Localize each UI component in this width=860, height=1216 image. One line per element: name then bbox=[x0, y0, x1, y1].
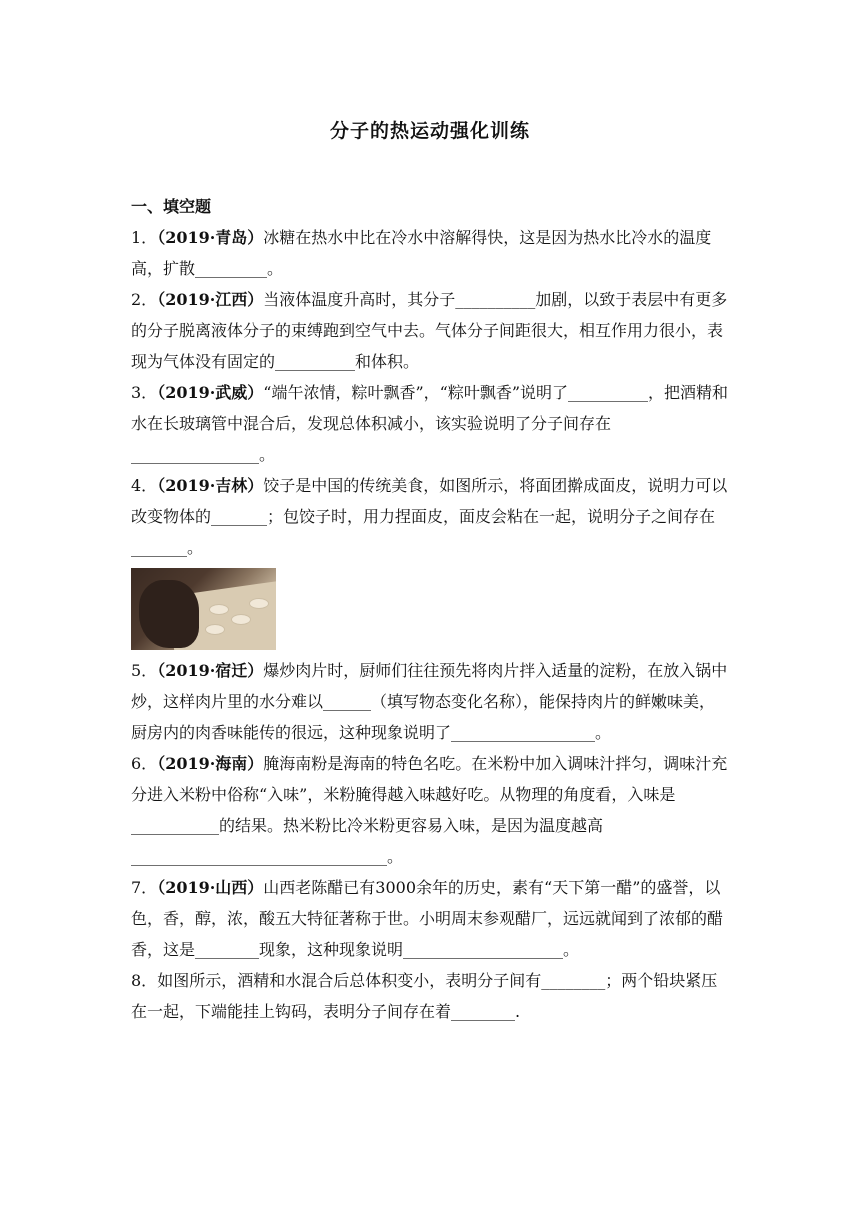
question-text: “端午浓情，粽叶飘香”，“粽叶飘香”说明了__________，把酒精和水在长玻璃管中混合后，发现总体积减小，该实验说明了分子间存在________________。 bbox=[131, 383, 729, 464]
photo-dough bbox=[231, 614, 251, 625]
question-7 bbox=[131, 872, 729, 965]
question-number: 4． bbox=[131, 476, 158, 495]
question-number: 3． bbox=[131, 383, 158, 402]
question-number: 5． bbox=[131, 661, 158, 680]
question-1 bbox=[131, 222, 729, 284]
question-number: 8． bbox=[131, 971, 158, 990]
question-source: （2019·武威） bbox=[157, 383, 264, 402]
question-list bbox=[131, 222, 729, 1027]
photo-dough bbox=[249, 598, 269, 609]
question-text: 当液体温度升高时，其分子__________加剧，以致于表层中有更多的分子脱离液体分子的束缚跑到空气中去。气体分子间距很大，相互作用力很小，表现为气体没有固定的__________和体积。 bbox=[131, 290, 728, 371]
photo-hand bbox=[139, 580, 199, 648]
question-8 bbox=[131, 965, 729, 1027]
question-number: 1． bbox=[131, 228, 158, 247]
question-6 bbox=[131, 748, 729, 872]
question-text: 饺子是中国的传统美食，如图所示，将面团擀成面皮，说明力可以改变物体的_______；包饺子时，用力捏面皮，面皮会粘在一起，说明分子之间存在_______。 bbox=[131, 476, 728, 557]
question-source: （2019·江西） bbox=[157, 290, 264, 309]
question-source: （2019·青岛） bbox=[157, 228, 264, 247]
photo-dough bbox=[209, 604, 229, 615]
question-number: 2． bbox=[131, 290, 158, 309]
question-2 bbox=[131, 284, 729, 377]
question-source: （2019·吉林） bbox=[157, 476, 264, 495]
question-source: （2019·海南） bbox=[157, 754, 264, 773]
question-4 bbox=[131, 470, 729, 563]
question-source: （2019·宿迁） bbox=[157, 661, 264, 680]
page-title: 分子的热运动强化训练 bbox=[329, 120, 530, 142]
question-number: 7． bbox=[131, 878, 158, 897]
question-number: 6． bbox=[131, 754, 158, 773]
question-text: 山西老陈醋已有3000余年的历史，素有“天下第一醋”的盛誉，以色，香，醇，浓，酸五大特征著称于世。小明周末参观醋厂，远远就闻到了浓郁的醋香，这是________现象，这种现象说明____________________。 bbox=[131, 878, 724, 959]
question-3 bbox=[131, 377, 729, 470]
question-5 bbox=[131, 655, 729, 748]
question-text: 如图所示，酒精和水混合后总体积变小，表明分子间有________；两个铅块紧压在一起，下端能挂上钩码，表明分子间存在着________. bbox=[131, 971, 718, 1021]
question-text: 冰糖在热水中比在冷水中溶解得快，这是因为热水比冷水的温度高，扩散_________。 bbox=[131, 228, 712, 278]
photo-dough bbox=[205, 624, 225, 635]
section-heading: 一、填空题 bbox=[131, 197, 212, 216]
question-source: （2019·山西） bbox=[157, 878, 264, 897]
question-text: 爆炒肉片时，厨师们往往预先将肉片拌入适量的淀粉，在放入锅中炒，这样肉片里的水分难以______（填写物态变化名称），能保持肉片的鲜嫩味美，厨房内的肉香味能传的很远，这种现象说明了__________________。 bbox=[131, 661, 728, 742]
dumpling-photo bbox=[131, 568, 276, 650]
question-text: 腌海南粉是海南的特色名吃。在米粉中加入调味汁拌匀，调味汁充分进入米粉中俗称“入味”，米粉腌得越入味越好吃。从物理的角度看，入味是___________的结果。热米粉比冷米粉更容易入味，是因为温度越高________________________________。 bbox=[131, 754, 728, 866]
